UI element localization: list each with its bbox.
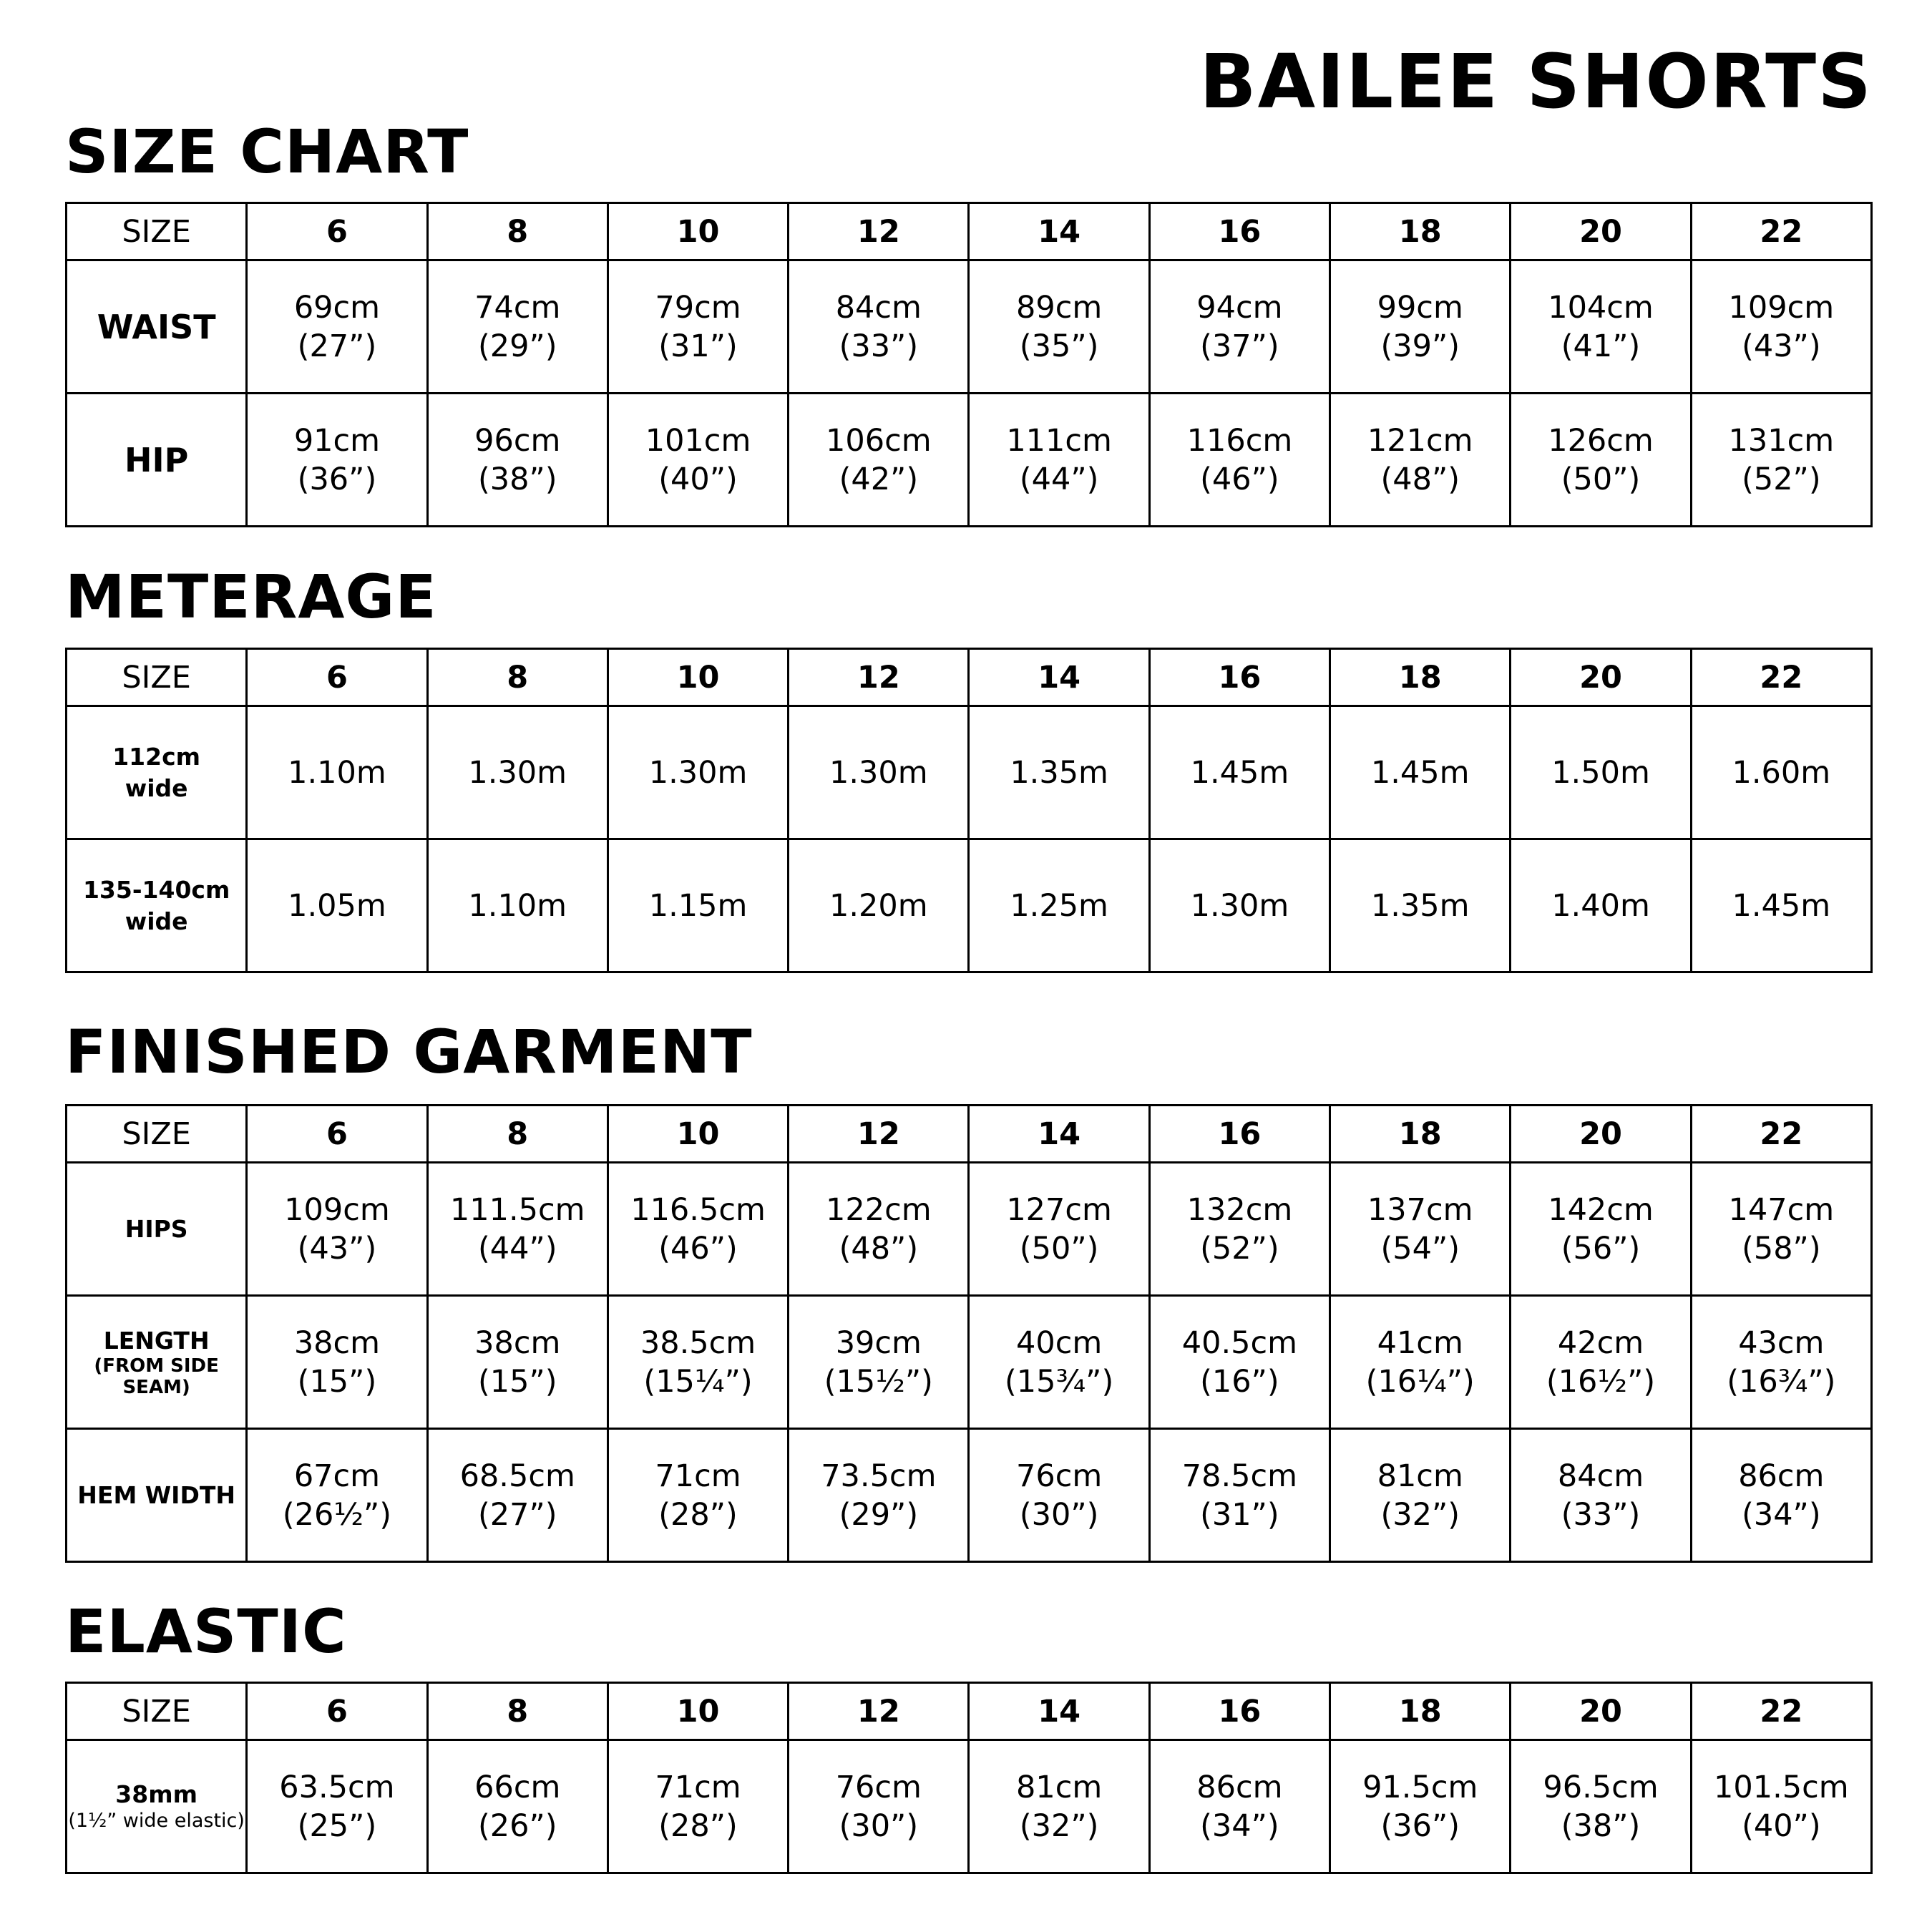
table-cell: 1.50m: [1511, 706, 1691, 839]
waist-row: [67, 260, 1872, 394]
size-16: 16: [1149, 1106, 1330, 1163]
table-cell: 86cm (34”): [1691, 1429, 1871, 1562]
table-cell: 116cm (46”): [1149, 394, 1330, 527]
table-cell: 116.5cm (46”): [608, 1163, 788, 1296]
hips-row: [67, 1163, 1872, 1296]
size-6: 6: [247, 203, 427, 260]
table-cell: 1.40m: [1511, 839, 1691, 972]
table-cell: 71cm (28”): [608, 1429, 788, 1562]
size-20: 20: [1511, 1106, 1691, 1163]
size-12: 12: [789, 1106, 969, 1163]
table-cell: 1.15m: [608, 839, 788, 972]
table-cell: 1.30m: [608, 706, 788, 839]
row-label: LENGTH (FROM SIDE SEAM): [67, 1296, 247, 1429]
elastic-table: [65, 1682, 1873, 1874]
table-cell: 81cm (32”): [1330, 1429, 1511, 1562]
table-cell: 101cm (40”): [608, 394, 788, 527]
table-cell: 1.30m: [1149, 839, 1330, 972]
table-cell: 96.5cm (38”): [1511, 1740, 1691, 1873]
size-22: 22: [1691, 203, 1871, 260]
table-cell: 40.5cm (16”): [1149, 1296, 1330, 1429]
size-18: 18: [1330, 1106, 1511, 1163]
size-14: 14: [969, 649, 1149, 706]
fabric-112cm-row: [67, 706, 1872, 839]
finished-garment-table: [65, 1104, 1873, 1563]
table-cell: 38.5cm (15¼”): [608, 1296, 788, 1429]
table-cell: 94cm (37”): [1149, 260, 1330, 394]
size-18: 18: [1330, 1683, 1511, 1740]
table-cell: 106cm (42”): [789, 394, 969, 527]
table-cell: 79cm (31”): [608, 260, 788, 394]
size-chart-table: [65, 202, 1873, 527]
size-label: SIZE: [67, 1106, 247, 1163]
size-label: SIZE: [67, 203, 247, 260]
size-header-row: [67, 203, 1872, 260]
meterage-heading: METERAGE: [65, 562, 437, 632]
table-cell: 1.45m: [1330, 706, 1511, 839]
size-header-row: [67, 649, 1872, 706]
size-22: 22: [1691, 1683, 1871, 1740]
table-cell: 1.10m: [427, 839, 608, 972]
size-20: 20: [1511, 649, 1691, 706]
table-cell: 99cm (39”): [1330, 260, 1511, 394]
table-cell: 1.30m: [427, 706, 608, 839]
table-cell: 127cm (50”): [969, 1163, 1149, 1296]
size-6: 6: [247, 1683, 427, 1740]
table-cell: 126cm (50”): [1511, 394, 1691, 527]
hem-width-row: [67, 1429, 1872, 1562]
table-cell: 68.5cm (27”): [427, 1429, 608, 1562]
row-label: 135-140cm wide: [67, 839, 247, 972]
table-cell: 121cm (48”): [1330, 394, 1511, 527]
size-8: 8: [427, 649, 608, 706]
row-label: HIP: [67, 394, 247, 527]
size-16: 16: [1149, 1683, 1330, 1740]
table-cell: 89cm (35”): [969, 260, 1149, 394]
table-cell: 1.30m: [789, 706, 969, 839]
table-cell: 96cm (38”): [427, 394, 608, 527]
table-cell: 71cm (28”): [608, 1740, 788, 1873]
fabric-135-140cm-row: [67, 839, 1872, 972]
table-cell: 1.10m: [247, 706, 427, 839]
row-label: HIPS: [67, 1163, 247, 1296]
table-cell: 39cm (15½”): [789, 1296, 969, 1429]
length-row: [67, 1296, 1872, 1429]
table-cell: 147cm (58”): [1691, 1163, 1871, 1296]
size-16: 16: [1149, 649, 1330, 706]
row-label: 112cm wide: [67, 706, 247, 839]
size-header-row: [67, 1106, 1872, 1163]
size-10: 10: [608, 203, 788, 260]
table-cell: 132cm (52”): [1149, 1163, 1330, 1296]
size-16: 16: [1149, 203, 1330, 260]
table-cell: 104cm (41”): [1511, 260, 1691, 394]
size-6: 6: [247, 649, 427, 706]
size-12: 12: [789, 203, 969, 260]
size-18: 18: [1330, 203, 1511, 260]
meterage-table: [65, 648, 1873, 973]
table-cell: 67cm (26½”): [247, 1429, 427, 1562]
finished-garment-heading: FINISHED GARMENT: [65, 1017, 753, 1087]
row-label: WAIST: [67, 260, 247, 394]
size-14: 14: [969, 203, 1149, 260]
size-8: 8: [427, 1683, 608, 1740]
table-cell: 91.5cm (36”): [1330, 1740, 1511, 1873]
table-cell: 40cm (15¾”): [969, 1296, 1149, 1429]
size-6: 6: [247, 1106, 427, 1163]
table-cell: 1.45m: [1149, 706, 1330, 839]
table-cell: 101.5cm (40”): [1691, 1740, 1871, 1873]
elastic-heading: ELASTIC: [65, 1596, 347, 1667]
table-cell: 73.5cm (29”): [789, 1429, 969, 1562]
table-cell: 81cm (32”): [969, 1740, 1149, 1873]
size-20: 20: [1511, 1683, 1691, 1740]
size-12: 12: [789, 1683, 969, 1740]
table-cell: 38cm (15”): [247, 1296, 427, 1429]
table-cell: 42cm (16½”): [1511, 1296, 1691, 1429]
table-cell: 1.05m: [247, 839, 427, 972]
table-cell: 74cm (29”): [427, 260, 608, 394]
size-22: 22: [1691, 649, 1871, 706]
size-8: 8: [427, 1106, 608, 1163]
size-10: 10: [608, 1683, 788, 1740]
row-label: 38mm (1½” wide elastic): [67, 1740, 247, 1873]
size-10: 10: [608, 1106, 788, 1163]
size-14: 14: [969, 1683, 1149, 1740]
table-cell: 1.20m: [789, 839, 969, 972]
size-22: 22: [1691, 1106, 1871, 1163]
size-14: 14: [969, 1106, 1149, 1163]
table-cell: 122cm (48”): [789, 1163, 969, 1296]
size-12: 12: [789, 649, 969, 706]
table-cell: 84cm (33”): [789, 260, 969, 394]
page-title: BAILEE SHORTS: [1199, 38, 1873, 125]
table-cell: 43cm (16¾”): [1691, 1296, 1871, 1429]
size-20: 20: [1511, 203, 1691, 260]
table-cell: 41cm (16¼”): [1330, 1296, 1511, 1429]
table-cell: 1.35m: [969, 706, 1149, 839]
table-cell: 142cm (56”): [1511, 1163, 1691, 1296]
table-cell: 76cm (30”): [789, 1740, 969, 1873]
table-cell: 84cm (33”): [1511, 1429, 1691, 1562]
table-cell: 69cm (27”): [247, 260, 427, 394]
size-chart-heading: SIZE CHART: [65, 117, 469, 187]
size-label: SIZE: [67, 1683, 247, 1740]
table-cell: 111.5cm (44”): [427, 1163, 608, 1296]
table-cell: 38cm (15”): [427, 1296, 608, 1429]
table-cell: 109cm (43”): [1691, 260, 1871, 394]
table-cell: 91cm (36”): [247, 394, 427, 527]
row-label: HEM WIDTH: [67, 1429, 247, 1562]
hip-row: [67, 394, 1872, 527]
size-10: 10: [608, 649, 788, 706]
table-cell: 109cm (43”): [247, 1163, 427, 1296]
table-cell: 86cm (34”): [1149, 1740, 1330, 1873]
table-cell: 66cm (26”): [427, 1740, 608, 1873]
table-cell: 1.60m: [1691, 706, 1871, 839]
size-header-row: [67, 1683, 1872, 1740]
table-cell: 1.35m: [1330, 839, 1511, 972]
table-cell: 111cm (44”): [969, 394, 1149, 527]
size-label: SIZE: [67, 649, 247, 706]
table-cell: 137cm (54”): [1330, 1163, 1511, 1296]
table-cell: 76cm (30”): [969, 1429, 1149, 1562]
table-cell: 63.5cm (25”): [247, 1740, 427, 1873]
elastic-38mm-row: [67, 1740, 1872, 1873]
size-8: 8: [427, 203, 608, 260]
table-cell: 1.25m: [969, 839, 1149, 972]
table-cell: 1.45m: [1691, 839, 1871, 972]
table-cell: 78.5cm (31”): [1149, 1429, 1330, 1562]
size-18: 18: [1330, 649, 1511, 706]
table-cell: 131cm (52”): [1691, 394, 1871, 527]
